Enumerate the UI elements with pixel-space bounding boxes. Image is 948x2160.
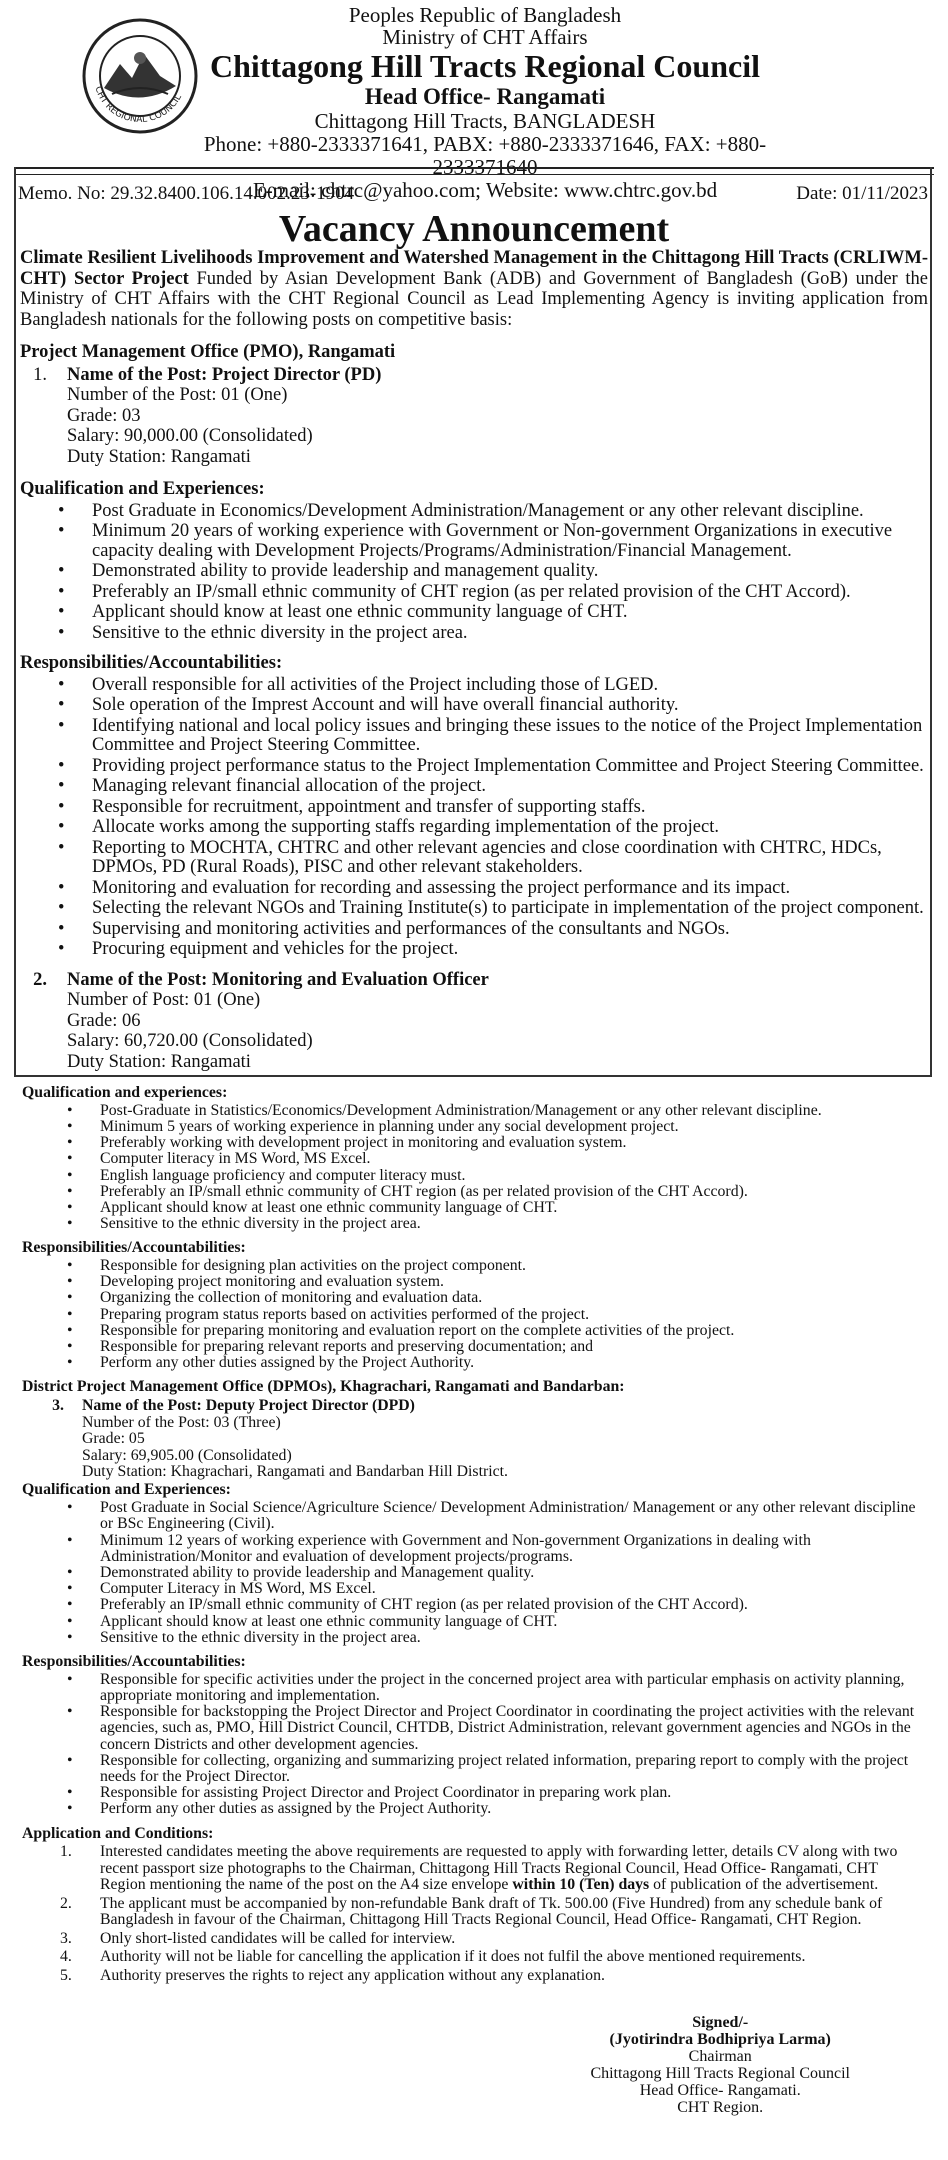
list-item: • Providing project performance status to the Project Implementation Committee and Project Steering Committee. bbox=[20, 757, 928, 777]
list-item: • Organizing the collection of monitoring and evaluation data. bbox=[22, 1290, 922, 1306]
project-name: Climate Resilient Livelihoods Improvement and Watershed Management in the Chittagong Hill Tracts (CRLIWM-CHT) Sector Project bbox=[20, 248, 928, 289]
list-item: • Demonstrated ability to provide leadership and management quality. bbox=[20, 562, 928, 582]
post-detail: Duty Station: Rangamati bbox=[67, 1051, 251, 1072]
post-detail: Grade: 05 bbox=[82, 1430, 145, 1448]
list-item: • Minimum 5 years of working experience in planning under any social development project. bbox=[22, 1119, 922, 1135]
phone-line: Phone: +880-2333371641, PABX: +880-2333371646, FAX: +880-2333371640 bbox=[203, 132, 767, 179]
responsibilities-heading: Responsibilities/Accountabilities: bbox=[22, 1239, 246, 1257]
list-item: • Monitoring and evaluation for recording and assessing the project performance and its impact. bbox=[20, 879, 928, 899]
responsibilities-heading: Responsibilities/Accountabilities: bbox=[22, 1653, 246, 1671]
signatory-region: CHT Region. bbox=[677, 2099, 764, 2116]
list-item: • Selecting the relevant NGOs and Training Institute(s) to participate in implementation of the project component. bbox=[20, 899, 928, 919]
post-number: 1. bbox=[33, 364, 47, 385]
list-item: • Applicant should know at least one ethnic community language of CHT. bbox=[20, 603, 928, 623]
post-detail: Duty Station: Rangamati bbox=[67, 446, 251, 467]
post-number: 3. bbox=[52, 1397, 64, 1415]
list-item: • Perform any other duties as assigned by the Project Authority. bbox=[22, 1801, 922, 1817]
signatory-office: Head Office- Rangamati. bbox=[639, 2082, 801, 2099]
list-item: • Overall responsible for all activities of the Project including those of LGED. bbox=[20, 676, 928, 696]
list-item: • Managing relevant financial allocation of the project. bbox=[20, 777, 928, 797]
signatory-designation: Chairman bbox=[688, 2048, 752, 2065]
list-item: • Preferably an IP/small ethnic community of CHT region (as per related provision of the CHT Accord). bbox=[22, 1184, 922, 1200]
signature-block bbox=[590, 2014, 850, 2116]
list-item: • Demonstrated ability to provide leadership and Management quality. bbox=[22, 1565, 922, 1581]
list-item: • Perform any other duties assigned by the Project Authority. bbox=[22, 1355, 922, 1371]
list-item: • Responsible for specific activities under the project in the concerned project area with particular emphasis on activity planning, appropriate monitoring and implementation. bbox=[22, 1672, 922, 1704]
responsibilities-list bbox=[22, 1672, 922, 1818]
list-item: • Computer Literacy in MS Word, MS Excel. bbox=[22, 1581, 922, 1597]
post-3 bbox=[22, 1398, 922, 1480]
condition-item: 1. Interested candidates meeting the above requirements are requested to apply with forwarding letter, details CV along with two recent passport size photographs to the Chairman, Chittagong Hill Tracts Regional Council, Head Office- Rangamati, CHT Region mentioning the name of the post on the A4 size envelope within 10 (Ten) days of publication of the advertisement. bbox=[60, 1843, 898, 1894]
list-item: • Procuring equipment and vehicles for the project. bbox=[20, 940, 928, 960]
part2-content bbox=[22, 1083, 922, 1986]
office-name: Head Office- Rangamati bbox=[364, 84, 606, 109]
list-item: • English language proficiency and computer literacy must. bbox=[22, 1168, 922, 1184]
list-item: • Identifying national and local policy issues and bringing these issues to the notice of the Project Implementation Committee and Project Steering Committee. bbox=[20, 717, 928, 756]
dpmo-heading: District Project Management Office (DPMOs), Khagrachari, Rangamati and Bandarban: bbox=[22, 1378, 625, 1396]
ministry-line: Ministry of CHT Affairs bbox=[382, 25, 588, 49]
pmo-heading: Project Management Office (PMO), Rangamati bbox=[20, 342, 396, 362]
list-item: • Responsible for collecting, organizing and summarizing project related information, preparing report to comply with the project needs for the Project Director. bbox=[22, 1753, 922, 1785]
list-item: • Reporting to MOCHTA, CHTRC and other relevant agencies and close coordination with CHTRC, HDCs, DPMOs, PD (Rural Roads), PISC and other relevant stakeholders. bbox=[20, 839, 928, 878]
list-item: • Developing project monitoring and evaluation system. bbox=[22, 1274, 922, 1290]
list-item: • Post-Graduate in Statistics/Economics/Development Administration/Management or any other relevant discipline. bbox=[22, 1103, 922, 1119]
list-item: • Minimum 12 years of working experience with Government and Non-government Organizations in dealing with Administration/Monitor and evaluation of development projects/programs. bbox=[22, 1533, 922, 1565]
post-detail: Salary: 90,000.00 (Consolidated) bbox=[67, 426, 313, 446]
condition-item: 5. Authority preserves the rights to reject any application without any explanation. bbox=[60, 1966, 605, 1984]
memo-date: Date: 01/11/2023 bbox=[796, 183, 928, 204]
signed-label: Signed/- bbox=[692, 2014, 749, 2031]
post-1 bbox=[20, 365, 928, 468]
list-item: • Sensitive to the ethnic diversity in the project area. bbox=[22, 1630, 922, 1646]
application-conditions-list bbox=[22, 1844, 922, 1984]
list-item: • Preparing program status reports based on activities performed of the project. bbox=[22, 1307, 922, 1323]
list-item: • Minimum 20 years of working experience with Government or Non-government Organizations in executive capacity dealing with Development Projects/Programs/Administration/Financial Management. bbox=[20, 522, 928, 561]
post-detail: Number of the Post: 03 (Three) bbox=[82, 1413, 281, 1431]
list-item: • Responsible for backstopping the Project Director and Project Coordinator in coordinating the project activities with the relevant agencies, such as, PMO, Hill District Council, CHTDB, District Administration, relevant government agencies and NGOs in the concern Districts and other development agencies. bbox=[22, 1704, 922, 1753]
list-item: • Sensitive to the ethnic diversity in the project area. bbox=[22, 1216, 922, 1232]
responsibilities-list bbox=[22, 1258, 922, 1371]
list-item: • Responsible for designing plan activities on the project component. bbox=[22, 1258, 922, 1274]
condition-item: 3. Only short-listed candidates will be called for interview. bbox=[60, 1929, 456, 1947]
address-line: Chittagong Hill Tracts, BANGLADESH bbox=[314, 109, 656, 133]
condition-item: 2. The applicant must be accompanied by non-refundable Bank draft of Tk. 500.00 (Five Hundred) from any schedule bank of Bangladesh in favour of the Chairman, Chittagong Hill Tracts Regional Council, Head Office- Rangamati, CHT Region. bbox=[60, 1894, 883, 1929]
responsibilities-list bbox=[20, 676, 928, 960]
signatory-org: Chittagong Hill Tracts Regional Council bbox=[590, 2065, 850, 2082]
list-item: • Supervising and monitoring activities and performances of the consultants and NGOs. bbox=[20, 920, 928, 940]
list-item: • Preferably an IP/small ethnic community of CHT region (as per related provision of the CHT Accord). bbox=[20, 583, 928, 603]
post-detail: Duty Station: Khagrachari, Rangamati and Bandarban Hill District. bbox=[82, 1463, 508, 1481]
list-item: • Responsible for assisting Project Director and Project Coordinator in preparing work plan. bbox=[22, 1785, 922, 1801]
post-detail: Grade: 06 bbox=[67, 1010, 141, 1031]
post-detail: Salary: 60,720.00 (Consolidated) bbox=[67, 1031, 313, 1051]
organization-name: Chittagong Hill Tracts Regional Council bbox=[210, 48, 760, 84]
memo-number: Memo. No: 29.32.8400.106.14.002.23-1904 bbox=[18, 183, 355, 204]
qualification-heading: Qualification and experiences: bbox=[22, 1084, 228, 1101]
list-item: • Computer literacy in MS Word, MS Excel. bbox=[22, 1151, 922, 1167]
post-name: Name of the Post: Monitoring and Evaluation Officer bbox=[67, 969, 489, 990]
signatory-name: (Jyotirindra Bodhipriya Larma) bbox=[609, 2031, 831, 2048]
list-item: • Responsible for preparing monitoring and evaluation report on the complete activities of the project. bbox=[22, 1323, 922, 1339]
post-detail: Number of Post: 01 (One) bbox=[67, 990, 261, 1010]
post-name: Name of the Post: Deputy Project Director (DPD) bbox=[82, 1397, 415, 1415]
qualification-heading: Qualification and Experiences: bbox=[20, 479, 265, 499]
email-line: E-mail: chtrc@yahoo.com; Website: www.chtrc.gov.bd bbox=[252, 178, 718, 202]
post-detail: Number of the Post: 01 (One) bbox=[67, 385, 288, 405]
qualification-list bbox=[22, 1103, 922, 1233]
intro-paragraph bbox=[20, 248, 928, 330]
list-item: • Post Graduate in Economics/Development Administration/Management or any other relevant discipline. bbox=[20, 502, 928, 522]
qualification-list bbox=[20, 502, 928, 644]
qualification-list bbox=[22, 1500, 922, 1646]
list-item: • Post Graduate in Social Science/Agriculture Science/ Development Administration/ Management or any other relevant discipline or BSc Engineering (Civil). bbox=[22, 1500, 922, 1532]
page-title: Vacancy Announcement bbox=[278, 208, 670, 250]
intro-text: Funded by Asian Development Bank (ADB) and Government of Bangladesh (GoB) under the Ministry of CHT Affairs with the CHT Regional Council as Lead Implementing Agency is inviting application from Bangladesh nationals for the following posts on competitive basis: bbox=[20, 268, 928, 330]
post-number: 2. bbox=[33, 969, 47, 990]
country-line: Peoples Republic of Bangladesh bbox=[348, 3, 622, 27]
svg-text:CHT REGIONAL COUNCIL: CHT REGIONAL COUNCIL bbox=[92, 85, 184, 126]
condition-item: 4. Authority will not be liable for cancelling the application if it does not fulfil the above mentioned requirements. bbox=[60, 1948, 806, 1966]
list-item: • Responsible for recruitment, appointment and transfer of supporting staffs. bbox=[20, 798, 928, 818]
list-item: • Preferably working with development project in monitoring and evaluation system. bbox=[22, 1135, 922, 1151]
part1-content bbox=[20, 248, 928, 1072]
list-item: • Applicant should know at least one ethnic community language of CHT. bbox=[22, 1200, 922, 1216]
post-detail: Salary: 69,905.00 (Consolidated) bbox=[82, 1446, 292, 1464]
application-heading: Application and Conditions: bbox=[22, 1824, 214, 1842]
responsibilities-heading: Responsibilities/Accountabilities: bbox=[20, 653, 283, 673]
post-2 bbox=[20, 970, 928, 1073]
post-detail: Grade: 03 bbox=[67, 405, 141, 426]
post-name: Name of the Post: Project Director (PD) bbox=[67, 364, 382, 385]
list-item: • Sole operation of the Imprest Account and will have overall financial authority. bbox=[20, 696, 928, 716]
list-item: • Allocate works among the supporting staffs regarding implementation of the project. bbox=[20, 818, 928, 838]
council-seal-logo bbox=[80, 16, 200, 136]
list-item: • Applicant should know at least one ethnic community language of CHT. bbox=[22, 1614, 922, 1630]
list-item: • Responsible for preparing relevant reports and preserving documentation; and bbox=[22, 1339, 922, 1355]
list-item: • Preferably an IP/small ethnic community of CHT region (as per related provision of the CHT Accord). bbox=[22, 1597, 922, 1613]
qualification-heading: Qualification and Experiences: bbox=[22, 1481, 231, 1499]
list-item: • Sensitive to the ethnic diversity in the project area. bbox=[20, 624, 928, 644]
